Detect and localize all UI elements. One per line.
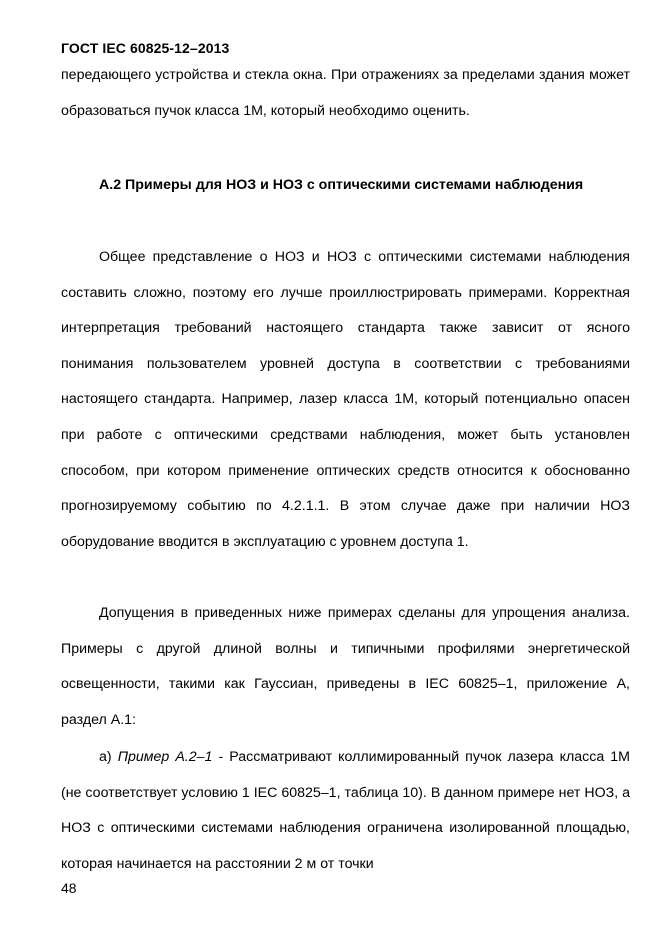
paragraph-example [61, 740, 630, 882]
section-heading: А.2 Примеры для НОЗ и НОЗ с оптическими системами наблюдения [99, 177, 584, 193]
example-text: - Рассматривают коллимированный пучок лазера класса 1М (не соответствует условию 1 IEC 60825–1, таблица 10). В данном примере нет НОЗ, а НОЗ с оптическими системами наблюдения ограничена изолированной площадью, которая начинается на расстоянии 2 м от точки [61, 749, 630, 872]
paragraph-continuation: передающего устройства и стекла окна. При отражениях за пределами здания может образоваться пучок класса 1М, который необходимо оценить. [61, 67, 630, 119]
example-label: Пример А.2–1 [117, 749, 213, 765]
page-number: 48 [61, 880, 77, 896]
list-marker: а) [99, 749, 112, 765]
document-standard-title: ГОСТ IEC 60825-12–2013 [61, 40, 230, 56]
paragraph-assumptions: Допущения в приведенных ниже примерах сделаны для упрощения анализа. Примеры с другой длиной волны и типичными профилями энергетической освещенности, такими как Гауссиан, приведены в IEC 60825–1, приложение А, раздел А.1: [61, 605, 630, 728]
paragraph-overview: Общее представление о НОЗ и НОЗ с оптическими системами наблюдения составить сложно, поэтому его лучше проиллюстрировать примерами. Корректная интерпретация требований настоящего стандарта также зависит от ясного понимания пользователем уровней доступа в соответствии с требованиями настоящего стандарта. Например, лазер класса 1М, который потенциально опасен при работе с оптическими средствами наблюдения, может быть установлен способом, при котором применение оптических средств относится к обоснованно прогнозируемому событию по 4.2.1.1. В этом случае даже при наличии НОЗ оборудование вводится в эксплуатацию с уровнем доступа 1. [61, 249, 630, 550]
